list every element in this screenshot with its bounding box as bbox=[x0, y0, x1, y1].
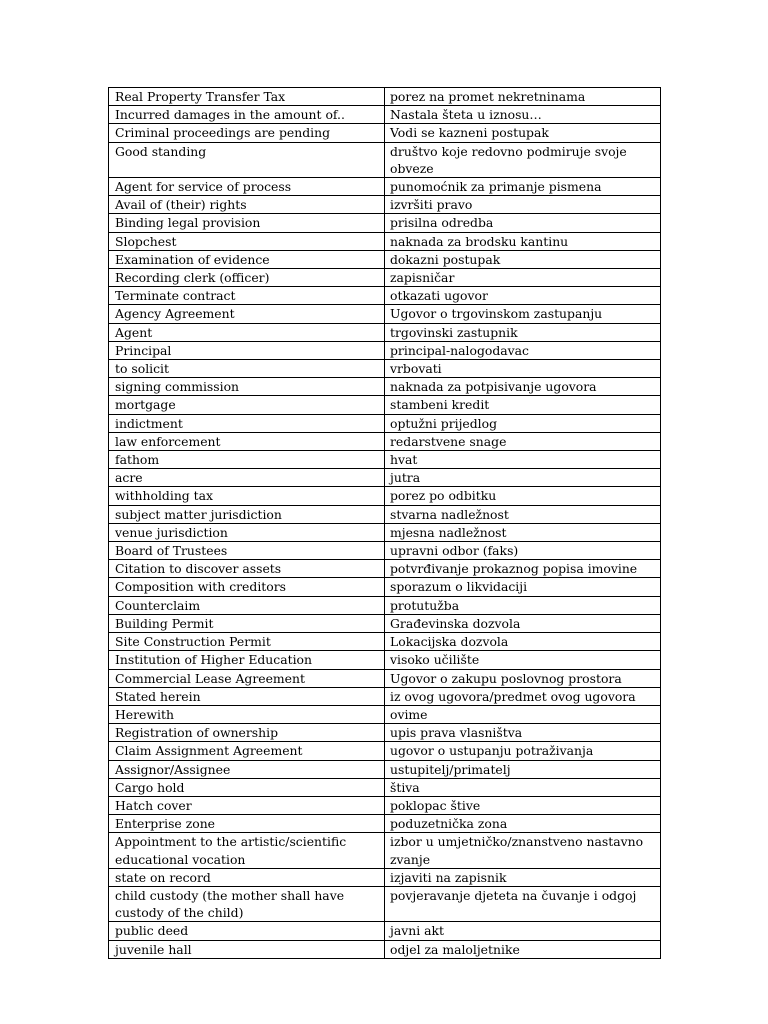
table-row bbox=[109, 578, 661, 596]
english-term-cell: Principal bbox=[109, 341, 385, 359]
table-row bbox=[109, 940, 661, 958]
table-row bbox=[109, 469, 661, 487]
english-term-cell: state on record bbox=[109, 868, 385, 886]
english-term-cell: Real Property Transfer Tax bbox=[109, 88, 385, 106]
table-row bbox=[109, 633, 661, 651]
english-term-cell: Examination of evidence bbox=[109, 250, 385, 268]
croatian-term-cell: štiva bbox=[385, 778, 661, 796]
croatian-term-cell: izvršiti pravo bbox=[385, 196, 661, 214]
table-row bbox=[109, 542, 661, 560]
croatian-term-cell: prisilna odredba bbox=[385, 214, 661, 232]
croatian-term-cell: upis prava vlasništva bbox=[385, 724, 661, 742]
croatian-term-cell: ugovor o ustupanju potraživanja bbox=[385, 742, 661, 760]
table-row bbox=[109, 432, 661, 450]
croatian-term-cell: mjesna nadležnost bbox=[385, 523, 661, 541]
croatian-term-cell: zapisničar bbox=[385, 269, 661, 287]
croatian-term-cell: Ugovor o zakupu poslovnog prostora bbox=[385, 669, 661, 687]
croatian-term-cell: trgovinski zastupnik bbox=[385, 323, 661, 341]
croatian-term-cell: vrbovati bbox=[385, 360, 661, 378]
croatian-term-cell: visoko učilište bbox=[385, 651, 661, 669]
table-row bbox=[109, 487, 661, 505]
table-row bbox=[109, 360, 661, 378]
croatian-term-cell: poklopac štive bbox=[385, 796, 661, 814]
table-row bbox=[109, 560, 661, 578]
croatian-term-cell: porez po odbitku bbox=[385, 487, 661, 505]
english-term-cell: Commercial Lease Agreement bbox=[109, 669, 385, 687]
table-row bbox=[109, 269, 661, 287]
english-term-cell: acre bbox=[109, 469, 385, 487]
table-row bbox=[109, 396, 661, 414]
croatian-term-cell: naknada za potpisivanje ugovora bbox=[385, 378, 661, 396]
croatian-term-cell: ustupitelj/primatelj bbox=[385, 760, 661, 778]
croatian-term-cell: optužni prijedlog bbox=[385, 414, 661, 432]
english-term-cell: Citation to discover assets bbox=[109, 560, 385, 578]
english-term-cell: fathom bbox=[109, 451, 385, 469]
table-row bbox=[109, 451, 661, 469]
english-term-cell: Stated herein bbox=[109, 687, 385, 705]
glossary-table bbox=[108, 87, 661, 959]
table-row bbox=[109, 178, 661, 196]
croatian-term-cell: redarstvene snage bbox=[385, 432, 661, 450]
croatian-term-cell: upravni odbor (faks) bbox=[385, 542, 661, 560]
table-row bbox=[109, 778, 661, 796]
croatian-term-cell: naknada za brodsku kantinu bbox=[385, 232, 661, 250]
table-row bbox=[109, 378, 661, 396]
english-term-cell: Incurred damages in the amount of.. bbox=[109, 106, 385, 124]
table-row bbox=[109, 106, 661, 124]
table-row bbox=[109, 760, 661, 778]
croatian-term-cell: poduzetnička zona bbox=[385, 815, 661, 833]
english-term-cell: Board of Trustees bbox=[109, 542, 385, 560]
table-row bbox=[109, 124, 661, 142]
table-row bbox=[109, 523, 661, 541]
croatian-term-cell: protutužba bbox=[385, 596, 661, 614]
table-row bbox=[109, 287, 661, 305]
croatian-term-cell: izjaviti na zapisnik bbox=[385, 868, 661, 886]
croatian-term-cell: stambeni kredit bbox=[385, 396, 661, 414]
english-term-cell: Agency Agreement bbox=[109, 305, 385, 323]
english-term-cell: mortgage bbox=[109, 396, 385, 414]
table-row bbox=[109, 250, 661, 268]
table-row bbox=[109, 742, 661, 760]
croatian-term-cell: izbor u umjetničko/znanstveno nastavno zvanje bbox=[385, 833, 661, 868]
english-term-cell: venue jurisdiction bbox=[109, 523, 385, 541]
english-term-cell: Terminate contract bbox=[109, 287, 385, 305]
table-row bbox=[109, 815, 661, 833]
english-term-cell: public deed bbox=[109, 922, 385, 940]
english-term-cell: Building Permit bbox=[109, 614, 385, 632]
croatian-term-cell: principal-nalogodavac bbox=[385, 341, 661, 359]
english-term-cell: Binding legal provision bbox=[109, 214, 385, 232]
croatian-term-cell: jutra bbox=[385, 469, 661, 487]
english-term-cell: signing commission bbox=[109, 378, 385, 396]
croatian-term-cell: Lokacijska dozvola bbox=[385, 633, 661, 651]
table-row bbox=[109, 341, 661, 359]
english-term-cell: Registration of ownership bbox=[109, 724, 385, 742]
english-term-cell: Site Construction Permit bbox=[109, 633, 385, 651]
croatian-term-cell: društvo koje redovno podmiruje svoje obveze bbox=[385, 142, 661, 177]
english-term-cell: Agent for service of process bbox=[109, 178, 385, 196]
english-term-cell: indictment bbox=[109, 414, 385, 432]
table-row bbox=[109, 596, 661, 614]
table-row bbox=[109, 88, 661, 106]
table-row bbox=[109, 669, 661, 687]
english-term-cell: Herewith bbox=[109, 705, 385, 723]
english-term-cell: Agent bbox=[109, 323, 385, 341]
english-term-cell: law enforcement bbox=[109, 432, 385, 450]
glossary-body bbox=[109, 88, 661, 959]
croatian-term-cell: Nastala šteta u iznosu… bbox=[385, 106, 661, 124]
english-term-cell: Assignor/Assignee bbox=[109, 760, 385, 778]
croatian-term-cell: porez na promet nekretninama bbox=[385, 88, 661, 106]
table-row bbox=[109, 796, 661, 814]
croatian-term-cell: javni akt bbox=[385, 922, 661, 940]
table-row bbox=[109, 724, 661, 742]
english-term-cell: Claim Assignment Agreement bbox=[109, 742, 385, 760]
croatian-term-cell: stvarna nadležnost bbox=[385, 505, 661, 523]
english-term-cell: Cargo hold bbox=[109, 778, 385, 796]
english-term-cell: Counterclaim bbox=[109, 596, 385, 614]
english-term-cell: Good standing bbox=[109, 142, 385, 177]
table-row bbox=[109, 922, 661, 940]
table-row bbox=[109, 214, 661, 232]
english-term-cell: Institution of Higher Education bbox=[109, 651, 385, 669]
english-term-cell: to solicit bbox=[109, 360, 385, 378]
table-row bbox=[109, 833, 661, 868]
croatian-term-cell: iz ovog ugovora/predmet ovog ugovora bbox=[385, 687, 661, 705]
table-row bbox=[109, 323, 661, 341]
table-row bbox=[109, 687, 661, 705]
table-row bbox=[109, 505, 661, 523]
english-term-cell: Criminal proceedings are pending bbox=[109, 124, 385, 142]
croatian-term-cell: punomoćnik za primanje pismena bbox=[385, 178, 661, 196]
table-row bbox=[109, 614, 661, 632]
croatian-term-cell: Građevinska dozvola bbox=[385, 614, 661, 632]
english-term-cell: Appointment to the artistic/scientific educational vocation bbox=[109, 833, 385, 868]
english-term-cell: Recording clerk (officer) bbox=[109, 269, 385, 287]
table-row bbox=[109, 868, 661, 886]
table-row bbox=[109, 414, 661, 432]
english-term-cell: juvenile hall bbox=[109, 940, 385, 958]
croatian-term-cell: Ugovor o trgovinskom zastupanju bbox=[385, 305, 661, 323]
croatian-term-cell: Vodi se kazneni postupak bbox=[385, 124, 661, 142]
english-term-cell: Hatch cover bbox=[109, 796, 385, 814]
table-row bbox=[109, 196, 661, 214]
croatian-term-cell: otkazati ugovor bbox=[385, 287, 661, 305]
croatian-term-cell: povjeravanje djeteta na čuvanje i odgoj bbox=[385, 886, 661, 921]
english-term-cell: Enterprise zone bbox=[109, 815, 385, 833]
english-term-cell: Avail of (their) rights bbox=[109, 196, 385, 214]
table-row bbox=[109, 142, 661, 177]
croatian-term-cell: dokazni postupak bbox=[385, 250, 661, 268]
croatian-term-cell: odjel za maloljetnike bbox=[385, 940, 661, 958]
english-term-cell: Slopchest bbox=[109, 232, 385, 250]
croatian-term-cell: sporazum o likvidaciji bbox=[385, 578, 661, 596]
english-term-cell: child custody (the mother shall have custody of the child) bbox=[109, 886, 385, 921]
croatian-term-cell: potvrđivanje prokaznog popisa imovine bbox=[385, 560, 661, 578]
english-term-cell: subject matter jurisdiction bbox=[109, 505, 385, 523]
croatian-term-cell: hvat bbox=[385, 451, 661, 469]
english-term-cell: withholding tax bbox=[109, 487, 385, 505]
table-row bbox=[109, 651, 661, 669]
table-row bbox=[109, 232, 661, 250]
table-row bbox=[109, 886, 661, 921]
table-row bbox=[109, 705, 661, 723]
table-row bbox=[109, 305, 661, 323]
english-term-cell: Composition with creditors bbox=[109, 578, 385, 596]
croatian-term-cell: ovime bbox=[385, 705, 661, 723]
